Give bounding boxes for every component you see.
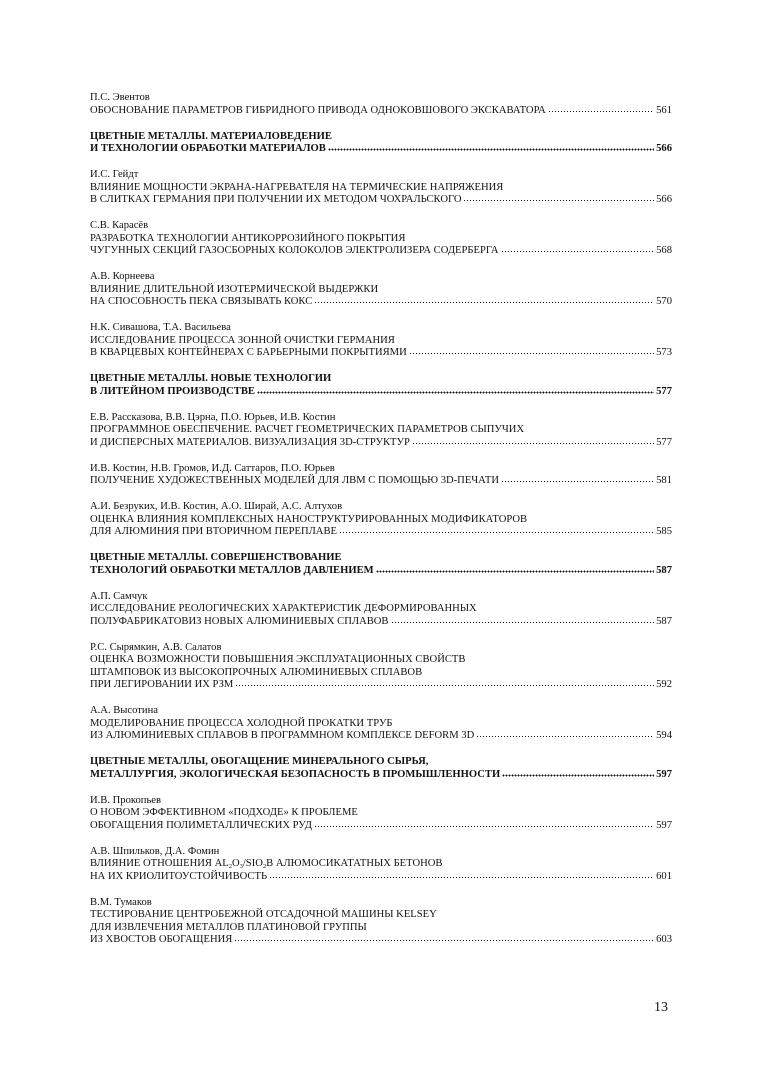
- entry-title-line: [90, 871, 672, 884]
- entry-title-line: ЦВЕТНЫЕ МЕТАЛЛЫ. СОВЕРШЕНСТВОВАНИЕ: [90, 552, 342, 563]
- entry-title-line: ЦВЕТНЫЕ МЕТАЛЛЫ. МАТЕРИАЛОВЕДЕНИЕ: [90, 130, 332, 142]
- entry-authors: Е.В. Рассказова, В.В. Цэрна, П.О. Юрьев, И.В. Костин: [90, 411, 336, 423]
- toc-entry: [90, 501, 672, 539]
- dot-leader: [314, 825, 654, 828]
- section-heading: [90, 373, 672, 398]
- entry-title-line: [90, 769, 672, 782]
- toc-entry: [90, 846, 672, 884]
- entry-title-line: ПРОГРАММНОЕ ОБЕСПЕЧЕНИЕ. РАСЧЕТ ГЕОМЕТРИЧЕСКИХ ПАРАМЕТРОВ СЫПУЧИХ: [90, 424, 525, 435]
- entry-authors: А.П. Самчук: [90, 590, 148, 602]
- toc-entry: [90, 795, 672, 833]
- entry-page-number: 597: [656, 768, 672, 780]
- entry-page-number: 581: [656, 475, 672, 486]
- entry-title-line: [90, 437, 672, 450]
- entry-page-number: 585: [656, 526, 672, 537]
- entry-authors: И.В. Прокопьев: [90, 794, 162, 806]
- entry-page-number: 561: [656, 104, 672, 116]
- entry-title-text: ЧУГУННЫХ СЕКЦИЙ ГАЗОСБОРНЫХ КОЛОКОЛОВ ЭЛЕКТРОЛИЗЕРА СОДЕРБЕРГА: [90, 245, 499, 256]
- entry-title-text: В СЛИТКАХ ГЕРМАНИЯ ПРИ ПОЛУЧЕНИИ ИХ МЕТОДОМ ЧОХРАЛЬСКОГО: [90, 194, 462, 205]
- entry-title-text: ОБОСНОВАНИЕ ПАРАМЕТРОВ ГИБРИДНОГО ПРИВОДА ОДНОКОВШОВОГО ЭКСКАВАТОРА: [90, 104, 546, 116]
- dot-leader: [235, 684, 654, 687]
- toc-entry: [90, 591, 672, 629]
- dot-leader: [463, 199, 654, 202]
- toc-entry: [90, 463, 672, 488]
- section-heading: [90, 756, 672, 781]
- entry-authors: С.В. Карасёв: [90, 220, 149, 231]
- entry-authors: П.С. Эвентов: [90, 92, 150, 103]
- toc-entry: [90, 642, 672, 692]
- entry-title-text: ОБОГАЩЕНИЯ ПОЛИМЕТАЛЛИЧЕСКИХ РУД: [90, 819, 312, 831]
- entry-title-line: [90, 616, 672, 629]
- toc-entry: [90, 271, 672, 309]
- entry-title-line: [90, 679, 672, 692]
- entry-page-number: 568: [656, 245, 672, 256]
- entry-title-text: В КВАРЦЕВЫХ КОНТЕЙНЕРАХ С БАРЬЕРНЫМИ ПОКРЫТИЯМИ: [90, 347, 407, 358]
- entry-title-line: [90, 194, 672, 207]
- entry-title-line: ДЛЯ ИЗВЛЕЧЕНИЯ МЕТАЛЛОВ ПЛАТИНОВОЙ ГРУППЫ: [90, 921, 367, 933]
- entry-title-line: [90, 105, 672, 118]
- entry-title-text: И ДИСПЕРСНЫХ МАТЕРИАЛОВ. ВИЗУАЛИЗАЦИЯ 3D-СТРУКТУР: [90, 436, 410, 448]
- dot-leader: [502, 774, 654, 777]
- entry-page-number: 573: [656, 347, 672, 358]
- entry-authors: Н.К. Сивашова, Т.А. Васильева: [90, 322, 231, 333]
- entry-title-line: ИССЛЕДОВАНИЕ РЕОЛОГИЧЕСКИХ ХАРАКТЕРИСТИК ДЕФОРМИРОВАННЫХ: [90, 603, 477, 614]
- entry-authors: В.М. Тумаков: [90, 896, 152, 908]
- entry-title-line: [90, 475, 672, 488]
- entry-authors: А.А. Высотина: [90, 705, 158, 716]
- dot-leader: [501, 250, 655, 253]
- table-of-contents: [90, 92, 672, 960]
- entry-title-line: МОДЕЛИРОВАНИЕ ПРОЦЕССА ХОЛОДНОЙ ПРОКАТКИ ТРУБ: [90, 717, 393, 729]
- entry-title-line: ОЦЕНКА ВОЗМОЖНОСТИ ПОВЫШЕНИЯ ЭКСПЛУАТАЦИОННЫХ СВОЙСТВ: [90, 654, 466, 665]
- dot-leader: [391, 621, 655, 624]
- entry-title-line: О НОВОМ ЭФФЕКТИВНОМ «ПОДХОДЕ» К ПРОБЛЕМЕ: [90, 807, 358, 818]
- dot-leader: [269, 876, 654, 879]
- entry-page-number: 594: [656, 730, 672, 741]
- entry-page-number: 577: [656, 436, 672, 448]
- dot-leader: [412, 442, 654, 445]
- toc-entry: [90, 220, 672, 258]
- entry-authors: А.В. Шпильков, Д.А. Фомин: [90, 845, 220, 857]
- page-number: 13: [654, 1000, 668, 1015]
- dot-leader: [234, 939, 654, 942]
- entry-title-text: МЕТАЛЛУРГИЯ, ЭКОЛОГИЧЕСКАЯ БЕЗОПАСНОСТЬ В ПРОМЫШЛЕННОСТИ: [90, 768, 501, 780]
- entry-page-number: 566: [656, 194, 672, 205]
- dot-leader: [476, 735, 654, 738]
- toc-entry: [90, 412, 672, 450]
- entry-title-text: ИЗ АЛЮМИНИЕВЫХ СПЛАВОВ В ПРОГРАММНОМ КОМПЛЕКСЕ DEFORM 3D: [90, 730, 475, 741]
- toc-entry: [90, 92, 672, 117]
- entry-title-line: ВЛИЯНИЕ ОТНОШЕНИЯ $AL_2O_3/SIO_2В$ АЛЮМОСИКАТАТНЫХ БЕТОНОВ: [90, 858, 443, 870]
- entry-title-text: ДЛЯ АЛЮМИНИЯ ПРИ ВТОРИЧНОМ ПЕРЕПЛАВЕ: [90, 526, 337, 537]
- entry-page-number: 587: [656, 615, 672, 627]
- entry-title-line: [90, 820, 672, 833]
- entry-title-line: [90, 296, 672, 309]
- entry-page-number: 566: [656, 143, 672, 154]
- dot-leader: [376, 570, 654, 573]
- dot-leader: [314, 301, 654, 304]
- section-heading: [90, 131, 672, 156]
- toc-entry: [90, 897, 672, 947]
- dot-leader: [339, 531, 654, 534]
- entry-title-text: И ТЕХНОЛОГИИ ОБРАБОТКИ МАТЕРИАЛОВ: [90, 143, 326, 154]
- entry-authors: А.И. Безруких, И.В. Костин, А.О. Ширай, А.С. Алтухов: [90, 501, 343, 512]
- entry-title-text: В ЛИТЕЙНОМ ПРОИЗВОДСТВЕ: [90, 385, 255, 397]
- entry-title-line: [90, 245, 672, 258]
- entry-title-line: ЦВЕТНЫЕ МЕТАЛЛЫ. НОВЫЕ ТЕХНОЛОГИИ: [90, 373, 332, 384]
- entry-title-text: НА ИХ КРИОЛИТОУСТОЙЧИВОСТЬ: [90, 870, 268, 882]
- entry-page-number: 592: [656, 679, 672, 690]
- toc-entry: [90, 322, 672, 360]
- entry-authors: И.В. Костин, Н.В. Громов, И.Д. Саттаров, П.О. Юрьев: [90, 462, 335, 474]
- entry-page-number: 587: [656, 564, 672, 576]
- entry-authors: А.В. Корнеева: [90, 271, 155, 282]
- entry-title-text: ПРИ ЛЕГИРОВАНИИ ИХ РЗМ: [90, 679, 234, 690]
- entry-title-text: ПОЛУЧЕНИЕ ХУДОЖЕСТВЕННЫХ МОДЕЛЕЙ ДЛЯ ЛВМ С ПОМОЩЬЮ 3D-ПЕЧАТИ: [90, 475, 500, 486]
- entry-title-line: ВЛИЯНИЕ МОЩНОСТИ ЭКРАНА-НАГРЕВАТЕЛЯ НА ТЕРМИЧЕСКИЕ НАПРЯЖЕНИЯ: [90, 181, 504, 193]
- dot-leader: [548, 110, 654, 113]
- entry-title-line: ВЛИЯНИЕ ДЛИТЕЛЬНОЙ ИЗОТЕРМИЧЕСКОЙ ВЫДЕРЖКИ: [90, 283, 379, 295]
- section-heading: [90, 552, 672, 577]
- entry-title-line: [90, 730, 672, 743]
- entry-title-line: [90, 934, 672, 947]
- entry-title-text: ПОЛУФАБРИКАТОВИЗ НОВЫХ АЛЮМИНИЕВЫХ СПЛАВОВ: [90, 615, 389, 627]
- entry-title-line: [90, 526, 672, 539]
- dot-leader: [257, 391, 654, 394]
- entry-page-number: 570: [656, 296, 672, 307]
- entry-title-line: [90, 143, 672, 156]
- entry-title-line: [90, 347, 672, 360]
- entry-title-text: НА СПОСОБНОСТЬ ПЕКА СВЯЗЫВАТЬ КОКС: [90, 296, 313, 307]
- entry-title-line: РАЗРАБОТКА ТЕХНОЛОГИИ АНТИКОРРОЗИЙНОГО ПОКРЫТИЯ: [90, 232, 406, 244]
- entry-page-number: 597: [656, 819, 672, 831]
- toc-entry: [90, 169, 672, 207]
- entry-title-text: ИЗ ХВОСТОВ ОБОГАЩЕНИЯ: [90, 934, 233, 945]
- entry-title-text: ТЕХНОЛОГИЙ ОБРАБОТКИ МЕТАЛЛОВ ДАВЛЕНИЕМ: [90, 564, 374, 576]
- entry-title-line: ЦВЕТНЫЕ МЕТАЛЛЫ, ОБОГАЩЕНИЕ МИНЕРАЛЬНОГО СЫРЬЯ,: [90, 756, 429, 767]
- entry-title-line: ИССЛЕДОВАНИЕ ПРОЦЕССА ЗОННОЙ ОЧИСТКИ ГЕРМАНИЯ: [90, 334, 395, 346]
- entry-page-number: 603: [656, 934, 672, 945]
- entry-page-number: 577: [656, 385, 672, 397]
- entry-page-number: 601: [656, 870, 672, 882]
- entry-title-line: [90, 386, 672, 399]
- toc-entry: [90, 705, 672, 743]
- entry-title-line: ОЦЕНКА ВЛИЯНИЯ КОМПЛЕКСНЫХ НАНОСТРУКТУРИРОВАННЫХ МОДИФИКАТОРОВ: [90, 513, 528, 525]
- entry-authors: И.С. Гейдт: [90, 169, 139, 180]
- dot-leader: [409, 352, 654, 355]
- dot-leader: [328, 148, 654, 151]
- entry-title-line: ТЕСТИРОВАНИЕ ЦЕНТРОБЕЖНОЙ ОТСАДОЧНОЙ МАШИНЫ KELSEY: [90, 909, 437, 920]
- dot-leader: [501, 480, 654, 483]
- entry-title-line: ШТАМПОВОК ИЗ ВЫСОКОПРОЧНЫХ АЛЮМИНИЕВЫХ СПЛАВОВ: [90, 666, 423, 678]
- entry-title-line: [90, 565, 672, 578]
- entry-authors: Р.С. Сырямкин, А.В. Салатов: [90, 641, 222, 653]
